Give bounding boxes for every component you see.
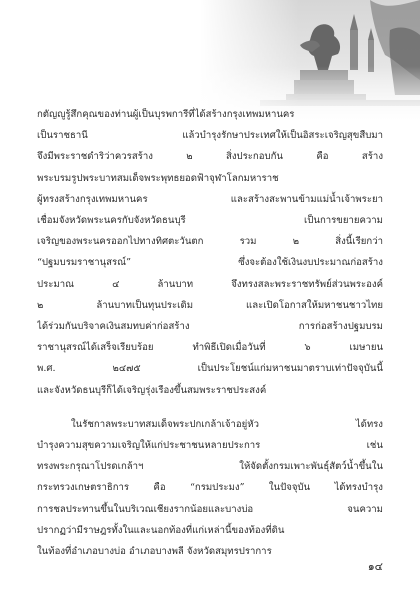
text-line: ประมาณ ๔ ล้านบาท จึงทรงสละพระราชทรัพย์ส่วนพระองค์	[37, 278, 383, 290]
text-line: เป็นราชธานี แล้วบำรุงรักษาประเทศให้เป็นอิสระเจริญสุขสืบมา	[37, 130, 383, 142]
text-line: ปรากฏว่ามีราษฎรทั้งในและนอกท้องที่แก่เหล่านี้ของท้องที่ดิน	[37, 524, 285, 536]
text-line: ทรงพระกรุณาโปรดเกล้าฯ ให้จัดตั้งกรมเพาะพันธุ์สัตว์น้ำขึ้นใน	[37, 461, 383, 473]
text-line: ๒ ล้านบาทเป็นทุนประเดิม และเปิดโอกาสให้มหาชนชาวไทย	[37, 299, 383, 311]
text-line: เชื่อมจังหวัดพระนครกับจังหวัดธนบุรี เป็นการขยายความ	[37, 215, 383, 227]
text-line: “ปฐมบรมราชานุสรณ์” ซึ่งจะต้องใช้เงินงบประมาณก่อสร้าง	[37, 257, 383, 269]
text-line: กระทรวงเกษตราธิการ คือ “กรมประมง” ในปัจจุบัน ได้ทรงบำรุง	[37, 482, 383, 494]
paragraph-2	[37, 414, 383, 562]
paragraph-1	[37, 104, 383, 401]
text-line: บำรุงความสุขความเจริญให้แก่ประชาชนหลายประการ เช่น	[37, 440, 383, 452]
text-line: ราชานุสรณ์ได้เสร็จเรียบร้อย ทำพิธีเปิดเมื่อวันที่ ๖ เมษายน	[37, 342, 383, 354]
text-line: พระบรมรูปพระบาทสมเด็จพระพุทธยอดฟ้าจุฬาโลกมหาราช	[37, 172, 279, 184]
text-line: พ.ศ. ๒๔๗๕ เป็นประโยชน์แก่มหาชนมาตราบเท่าปัจจุบันนี้	[37, 363, 383, 375]
page-number: ๑๔	[367, 560, 383, 573]
text-line: ได้ร่วมกันบริจาคเงินสมทบค่าก่อสร้าง การก่อสร้างปฐมบรม	[37, 321, 383, 333]
text-line: การชลประทานขึ้นในบริเวณเชียงรากน้อยและบางบ่อ จนความ	[37, 503, 383, 515]
text-line: เจริญของพระนครออกไปทางทิศตะวันตก รวม ๒ สิ่งนี้เรียกว่า	[37, 236, 383, 248]
text-line: กตัญญูรู้สึกคุณของท่านผู้เป็นบุรพการีที่ได้สร้างกรุงเทพมหานคร	[37, 109, 295, 120]
body-text	[37, 104, 383, 562]
text-line: ในรัชกาลพระบาทสมเด็จพระปกเกล้าเจ้าอยู่หัว ได้ทรง	[71, 418, 383, 430]
text-line: ในท้องที่อำเภอบางบ่อ อำเภอบางพลี จังหวัดสมุทรปราการ	[37, 546, 272, 558]
monument-header-image	[200, 0, 420, 120]
text-line: และจังหวัดธนบุรีก็ได้เจริญรุ่งเรืองขึ้นสมพระราชประสงค์	[37, 384, 267, 396]
monument-statue-icon	[200, 0, 420, 120]
text-line: ผู้ทรงสร้างกรุงเทพมหานคร และสร้างสะพานข้ามแม่น้ำเจ้าพระยา	[37, 193, 383, 205]
text-line: จึงมีพระราชดำริว่าควรสร้าง ๒ สิ่งประกอบกัน คือ สร้าง	[37, 151, 383, 163]
